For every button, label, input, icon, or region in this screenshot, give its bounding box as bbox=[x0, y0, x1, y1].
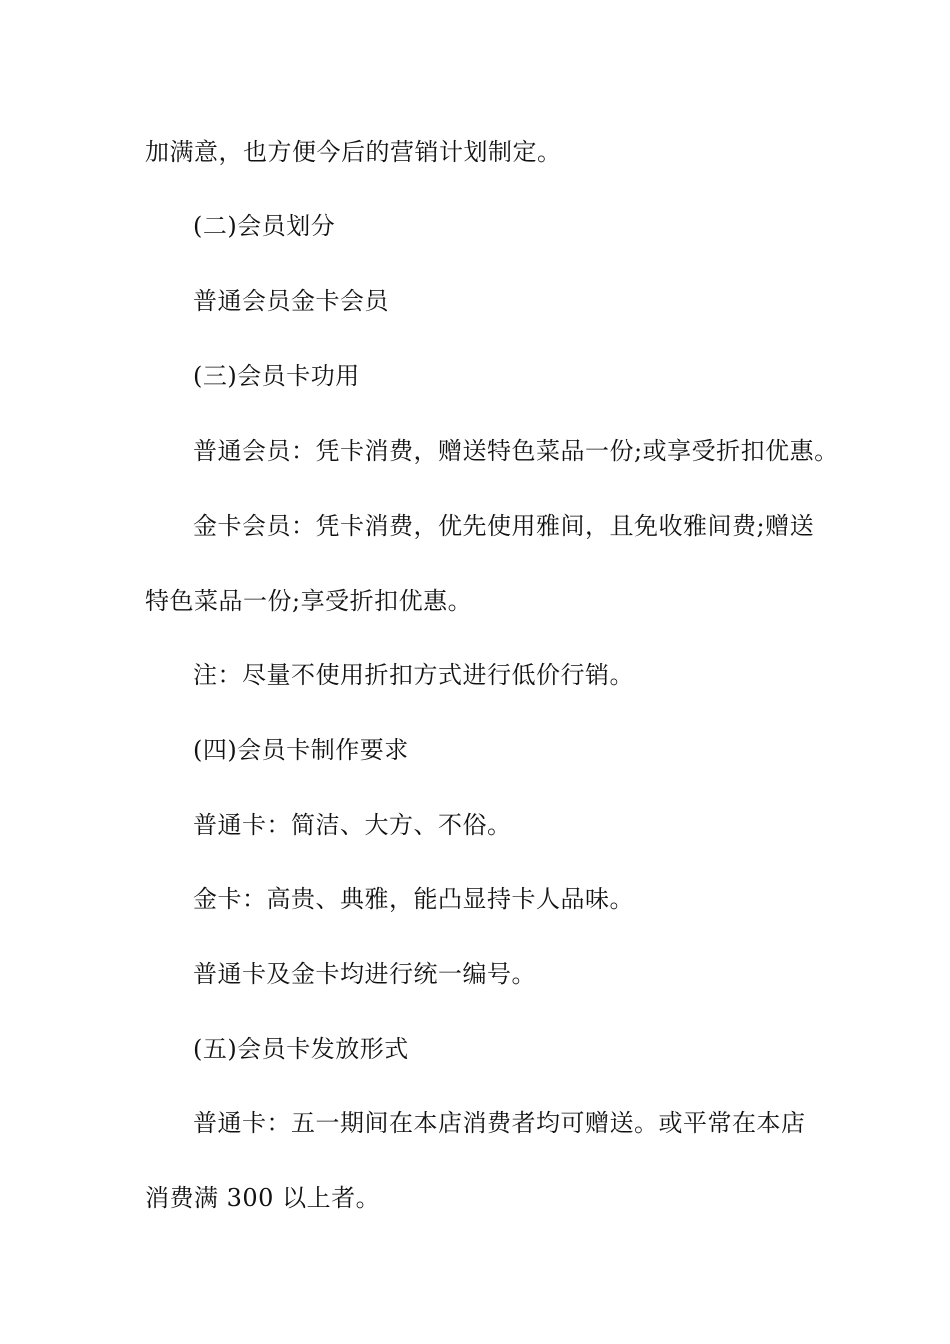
gold-card-requirement: 金卡：高贵、典雅，能凸显持卡人品味。 bbox=[193, 885, 634, 913]
paragraph-continuation: 加满意，也方便今后的营销计划制定。 bbox=[145, 138, 562, 166]
section-heading-card-requirements: (四)会员卡制作要求 bbox=[193, 736, 409, 764]
card-numbering-line: 普通卡及金卡均进行统一编号。 bbox=[193, 960, 536, 988]
member-types-line: 普通会员金卡会员 bbox=[193, 287, 389, 315]
regular-card-requirement: 普通卡：简洁、大方、不俗。 bbox=[193, 811, 512, 839]
regular-card-distribution-line-2: 消费满 300 以上者。 bbox=[145, 1184, 381, 1212]
section-heading-member-division: (二)会员划分 bbox=[193, 212, 336, 240]
regular-member-benefits: 普通会员：凭卡消费，赠送特色菜品一份;或享受折扣优惠。 bbox=[193, 437, 839, 465]
section-heading-card-functions: (三)会员卡功用 bbox=[193, 362, 360, 390]
section-heading-card-distribution: (五)会员卡发放形式 bbox=[193, 1035, 409, 1063]
note-line: 注：尽量不使用折扣方式进行低价行销。 bbox=[193, 661, 634, 689]
gold-member-benefits-line-2: 特色菜品一份;享受折扣优惠。 bbox=[145, 587, 473, 615]
regular-card-distribution-line-1: 普通卡：五一期间在本店消费者均可赠送。或平常在本店 bbox=[193, 1109, 806, 1137]
gold-member-benefits-line-1: 金卡会员：凭卡消费，优先使用雅间，且免收雅间费;赠送 bbox=[193, 512, 815, 540]
